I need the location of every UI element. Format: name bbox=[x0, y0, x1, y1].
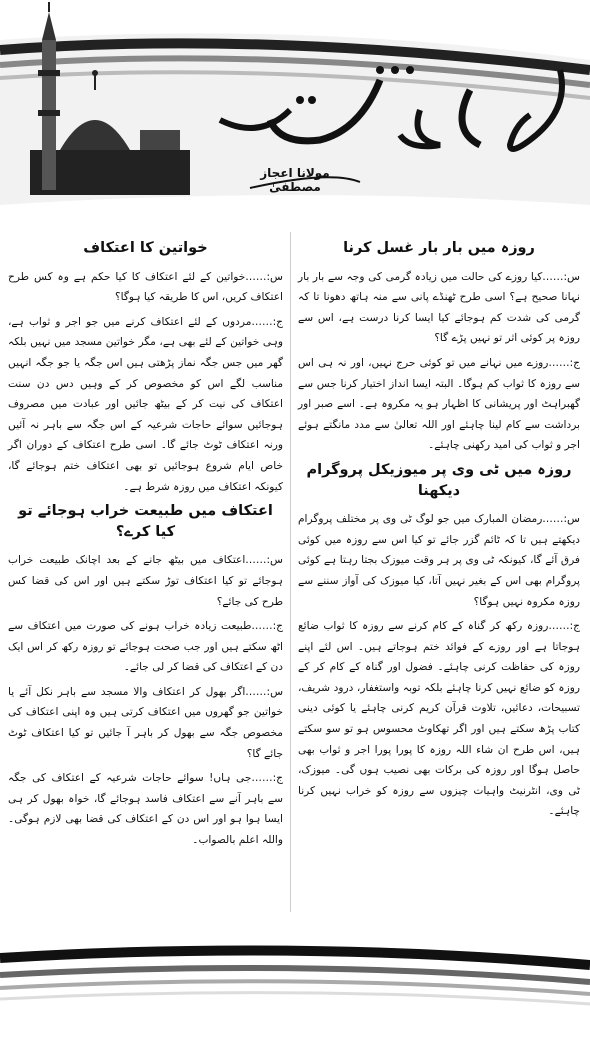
answer: ج:……روزے میں نہانے میں تو کوئی حرج نہیں، اور نہ ہی اس سے روزہ کا ثواب کم ہوگا۔ البتہ ایسا انداز اختیار کرنا جس سے گھبراہٹ اور پریشانی کا اظہار ہو یہ مکروہ ہے۔ اسے صبر اور برداشت سے کام لینا چاہئے اور اللہ تعالیٰ سے مدد مانگتے ہوئے اجر و ثواب کی امید رکھنی چاہئے۔ bbox=[298, 356, 580, 452]
answer: ج:……طبیعت زیادہ خراب ہونے کی صورت میں اعتکاف سے اٹھ سکتے ہیں اور جب صحت ہوجائے تو روزہ رکھ کر اس ایک دن کے اعتکاف کی قضا کر لی جائے۔ bbox=[8, 620, 283, 674]
left-column bbox=[8, 236, 283, 855]
section-title: روزہ میں ٹی وی پر میوزیکل پروگرام دیکھنا bbox=[306, 461, 572, 499]
question: س:……خواتین کے لئے اعتکاف کا کیا حکم ہے وہ کس طرح اعتکاف کریں، اس کا طریقہ کیا ہوگا؟ bbox=[8, 270, 283, 304]
question: س:……کیا روزے کی حالت میں زیادہ گرمی کی وجہ سے بار بار نہانا صحیح ہے؟ اسی طرح ٹھنڈے پانی سے منہ ہاتھ دھونا تا کہ گرمی کی شدت کم ہوجائے کیا ایسا کرنا درست ہے، اس سے روزہ پر کوئی اثر تو نہیں پڑے گا؟ bbox=[298, 270, 580, 345]
footer-swoosh bbox=[0, 930, 590, 1051]
answer: ج:……روزہ رکھ کر گناہ کے کام کرنے سے روزہ کا ثواب ضائع ہوجاتا ہے اور روزے کے فوائد ختم ہوجاتے ہیں۔ اس لئے اپنے روزہ کی حفاظت کرنی چاہئے۔ فضول اور گناہ کے کام کر کے روزہ کو ضائع نہیں کرنا چاہئے بلکہ توبہ واستغفار، درود شریف، تسبیحات، دعائیں، تلاوت قرآن کریم کرنی چاہئے یا کوئی دینی کتاب پڑھ سکتے ہیں اور اگر تھکاوٹ محسوس ہو تو سو سکتے ہیں، اس طرح ان شاء اللہ روزہ کا پورا پورا اجر و ثواب بھی حاصل ہوگا اور روزہ کی برکات بھی نصیب ہوں گی۔ میوزک، ٹی وی، انٹرنیٹ واہیات چیزوں سے روزہ کو خراب نہیں کرنا چاہئے۔ bbox=[298, 620, 580, 818]
author-name: مولانا اعجاز مصطفیٰ bbox=[260, 166, 330, 194]
column-divider bbox=[290, 232, 291, 912]
answer: ج:……مردوں کے لئے اعتکاف کرنے میں جو اجر و ثواب ہے، وہی خواتین کے لئے بھی ہے، مگر خواتین مسجد میں نہیں بلکہ گھر میں جس جگہ نماز پڑھتی ہیں اس جگہ یا جو جگہ انہیں مناسب لگے اس کو مخصوص کر کے وہیں دس دن سنت اعتکاف کی نیت کر کے بیٹھ جائیں اور عبادت میں مصروف ہوجائیں سوائے حاجات شرعیہ کے اس جگہ سے باہر نہ آئیں ورنہ اعتکاف ٹوٹ جائے گا۔ اسی طرح اعتکاف کے دوران اگر خاص ایام شروع ہوجائیں تو بھی اعتکاف ختم ہوجائے گا، کیونکہ اعتکاف میں روزہ شرط ہے۔ bbox=[8, 315, 283, 493]
question: س:……اعتکاف میں بیٹھ جانے کے بعد اچانک طبیعت خراب ہوجائے تو کیا اعتکاف توڑ سکتے ہیں اور اس کی قضا کس طرح کی جائے؟ bbox=[8, 554, 283, 608]
section-title: روزہ میں بار بار غسل کرنا bbox=[343, 240, 535, 256]
answer: ج:……جی ہاں! سوائے حاجات شرعیہ کے اعتکاف کی جگہ سے باہر آنے سے اعتکاف فاسد ہوجائے گا، خواہ بھول کر ہی ایسا ہوا ہو اور اس دن کے اعتکاف کی قضا بھی لازم ہوگی۔ واللہ اعلم بالصواب۔ bbox=[8, 772, 283, 847]
question: س:……رمضان المبارک میں جو لوگ ٹی وی پر مختلف پروگرام دیکھتے ہیں تا کہ ٹائم گزر جائے تو کیا اس سے روزہ میں کوئی فرق آئے گا، کیونکہ ٹی وی پر ہر وقت میوزک بجتا رہتا ہے کوئی پروگرام بھی اس کے بغیر نہیں آتا، کیا میوزک کی آواز سننے سے روزہ مکروہ نہیں ہوگا؟ bbox=[298, 513, 580, 608]
section-title: خواتین کا اعتکاف bbox=[83, 240, 208, 256]
right-column bbox=[298, 236, 580, 826]
section-title: اعتکاف میں طبیعت خراب ہوجائے تو کیا کرے؟ bbox=[18, 503, 273, 540]
question: س:……اگر بھول کر اعتکاف والا مسجد سے باہر نکل آئے یا خواتین جو گھروں میں اعتکاف کرتی ہیں وہ اپنی اعتکاف کی مخصوص جگہ سے بھول کر باہر آ جائیں تو کیا اعتکاف ٹوٹ جائے گا؟ bbox=[8, 685, 283, 760]
